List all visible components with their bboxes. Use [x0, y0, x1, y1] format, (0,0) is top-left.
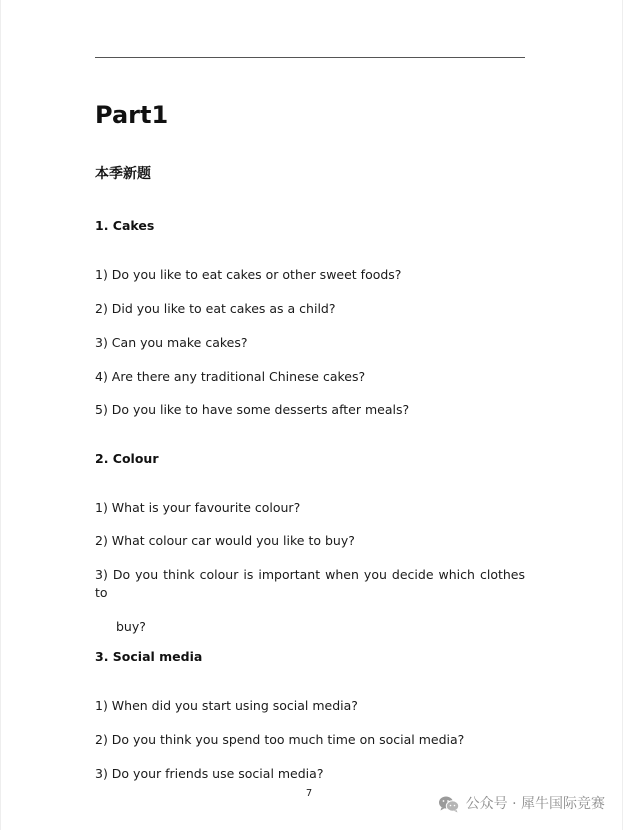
watermark-text: 公众号 · 犀牛国际竞赛 [465, 796, 605, 812]
question-cakes-1: 1) Do you like to eat cakes or other sweet foods? [95, 267, 402, 282]
topic-heading-cakes: 1. Cakes [95, 218, 155, 233]
question-social-media-3: 3) Do your friends use social media? [95, 766, 324, 781]
page-number: 7 [305, 788, 313, 799]
header-divider [95, 57, 525, 58]
question-colour-3-line-2: buy? [116, 619, 146, 634]
section-label: 本季新题 [95, 166, 151, 182]
question-cakes-2: 2) Did you like to eat cakes as a child? [95, 301, 336, 316]
question-colour-2: 2) What colour car would you like to buy? [95, 533, 355, 548]
question-colour-3 [95, 566, 525, 636]
watermark [438, 794, 605, 814]
question-social-media-1: 1) When did you start using social media? [95, 698, 358, 713]
topic-heading-social-media: 3. Social media [95, 649, 203, 664]
topic-heading-colour: 2. Colour [95, 451, 159, 466]
question-cakes-5: 5) Do you like to have some desserts after meals? [95, 402, 410, 417]
question-social-media-2: 2) Do you think you spend too much time on social media? [95, 732, 465, 747]
question-colour-1: 1) What is your favourite colour? [95, 500, 301, 515]
question-cakes-3: 3) Can you make cakes? [95, 335, 248, 350]
part-title: Part1 [95, 101, 169, 129]
wechat-icon [438, 795, 460, 813]
question-cakes-4: 4) Are there any traditional Chinese cakes? [95, 369, 366, 384]
question-colour-3-line-1: 3) Do you think colour is important when you decide which clothes to [95, 567, 525, 600]
